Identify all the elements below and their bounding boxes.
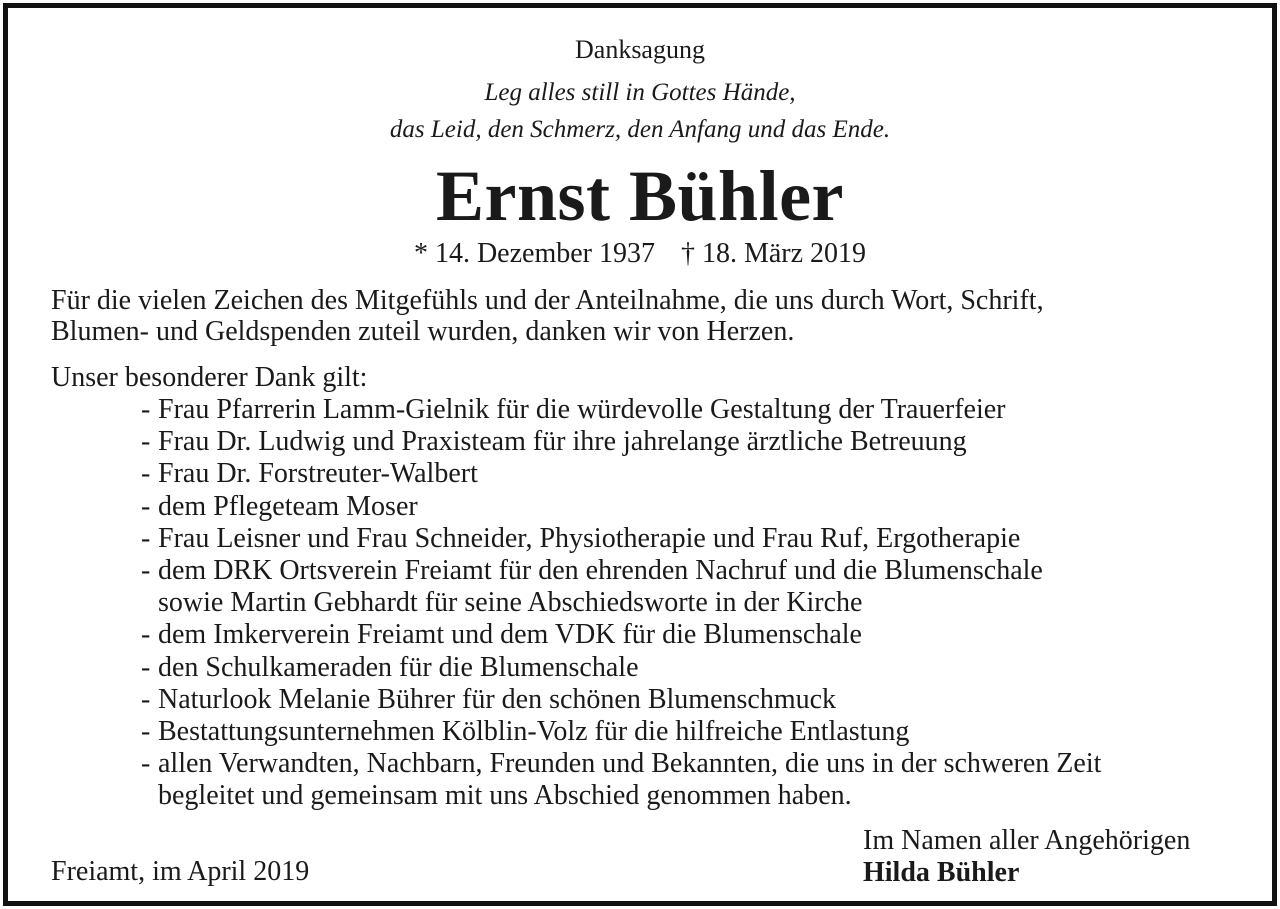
signoff-line: Im Namen aller Angehörigen [863, 825, 1191, 856]
list-item [141, 426, 1251, 458]
list-item [141, 716, 1251, 748]
list-item [141, 652, 1251, 684]
list-item [141, 491, 1251, 523]
list-item-text: Frau Dr. Ludwig und Praxisteam für ihre jahrelange ärztliche Betreuung [158, 426, 967, 458]
list-item-text: dem DRK Ortsverein Freiamt für den ehrenden Nachruf und die Blumenschale [158, 555, 1043, 587]
special-thanks-intro: Unser besonderer Dank gilt: [51, 362, 368, 393]
list-dash: - [141, 748, 151, 780]
list-dash: - [141, 555, 151, 587]
list-item-text: Frau Pfarrerin Lamm-Gielnik für die würdevolle Gestaltung der Trauerfeier [158, 394, 1006, 425]
life-dates [8, 237, 1272, 271]
signer-name: Hilda Bühler [863, 857, 1020, 888]
signoff [863, 825, 1190, 889]
notice-frame [3, 3, 1277, 906]
notice-heading: Danksagung [575, 35, 705, 64]
list-item [141, 684, 1251, 716]
list-dash: - [141, 394, 151, 425]
thanks-line: Für die vielen Zeichen des Mitgefühls und der Anteilnahme, die uns durch Wort, Schrift, [51, 285, 1044, 316]
list-dash: - [141, 458, 151, 490]
list-item [141, 555, 1251, 587]
thanks-list [141, 394, 1251, 813]
thanks-line: Blumen- und Geldspenden zuteil wurden, danken wir von Herzen. [51, 316, 795, 347]
list-dash: - [141, 716, 151, 748]
list-item-text: Frau Leisner und Frau Schneider, Physiotherapie und Frau Ruf, Ergotherapie [158, 522, 1021, 554]
list-dash: - [141, 619, 151, 651]
place-date: Freiamt, im April 2019 [51, 856, 310, 887]
list-dash: - [141, 683, 151, 715]
list-item-text: Bestattungsunternehmen Kölblin-Volz für die hilfreiche Entlastung [158, 716, 910, 748]
list-item-text: dem Pflegeteam Moser [158, 490, 418, 522]
death-date: † 18. März 2019 [680, 238, 867, 269]
list-dash: - [141, 490, 151, 522]
thanks-paragraph [51, 285, 1251, 347]
list-item [141, 394, 1251, 426]
list-item [141, 748, 1251, 780]
list-dash: - [141, 426, 151, 458]
list-dash: - [141, 522, 151, 554]
list-item [141, 523, 1251, 555]
list-item-text: allen Verwandten, Nachbarn, Freunden und Bekannten, die uns in der schweren Zeit [158, 748, 1102, 780]
list-item-continuation: begleitet und gemeinsam mit uns Abschied genommen haben. [158, 780, 852, 812]
list-item [141, 619, 1251, 651]
list-item-text: den Schulkameraden für die Blumenschale [158, 651, 639, 683]
deceased-name: Ernst Bühler [435, 156, 845, 236]
list-item-text: Frau Dr. Forstreuter-Walbert [158, 458, 478, 490]
list-dash: - [141, 651, 151, 683]
list-item [141, 458, 1251, 490]
list-item-text: Naturlook Melanie Bührer für den schönen Blumenschmuck [158, 683, 837, 715]
birth-date: * 14. Dezember 1937 [413, 238, 655, 269]
verse-line-2: das Leid, den Schmerz, den Anfang und das Ende. [389, 116, 891, 143]
list-item-text: dem Imkerverein Freiamt und dem VDK für die Blumenschale [158, 619, 862, 651]
list-item-continuation: sowie Martin Gebhardt für seine Abschiedsworte in der Kirche [158, 587, 863, 619]
verse-line-1: Leg alles still in Gottes Hände, [484, 79, 796, 106]
